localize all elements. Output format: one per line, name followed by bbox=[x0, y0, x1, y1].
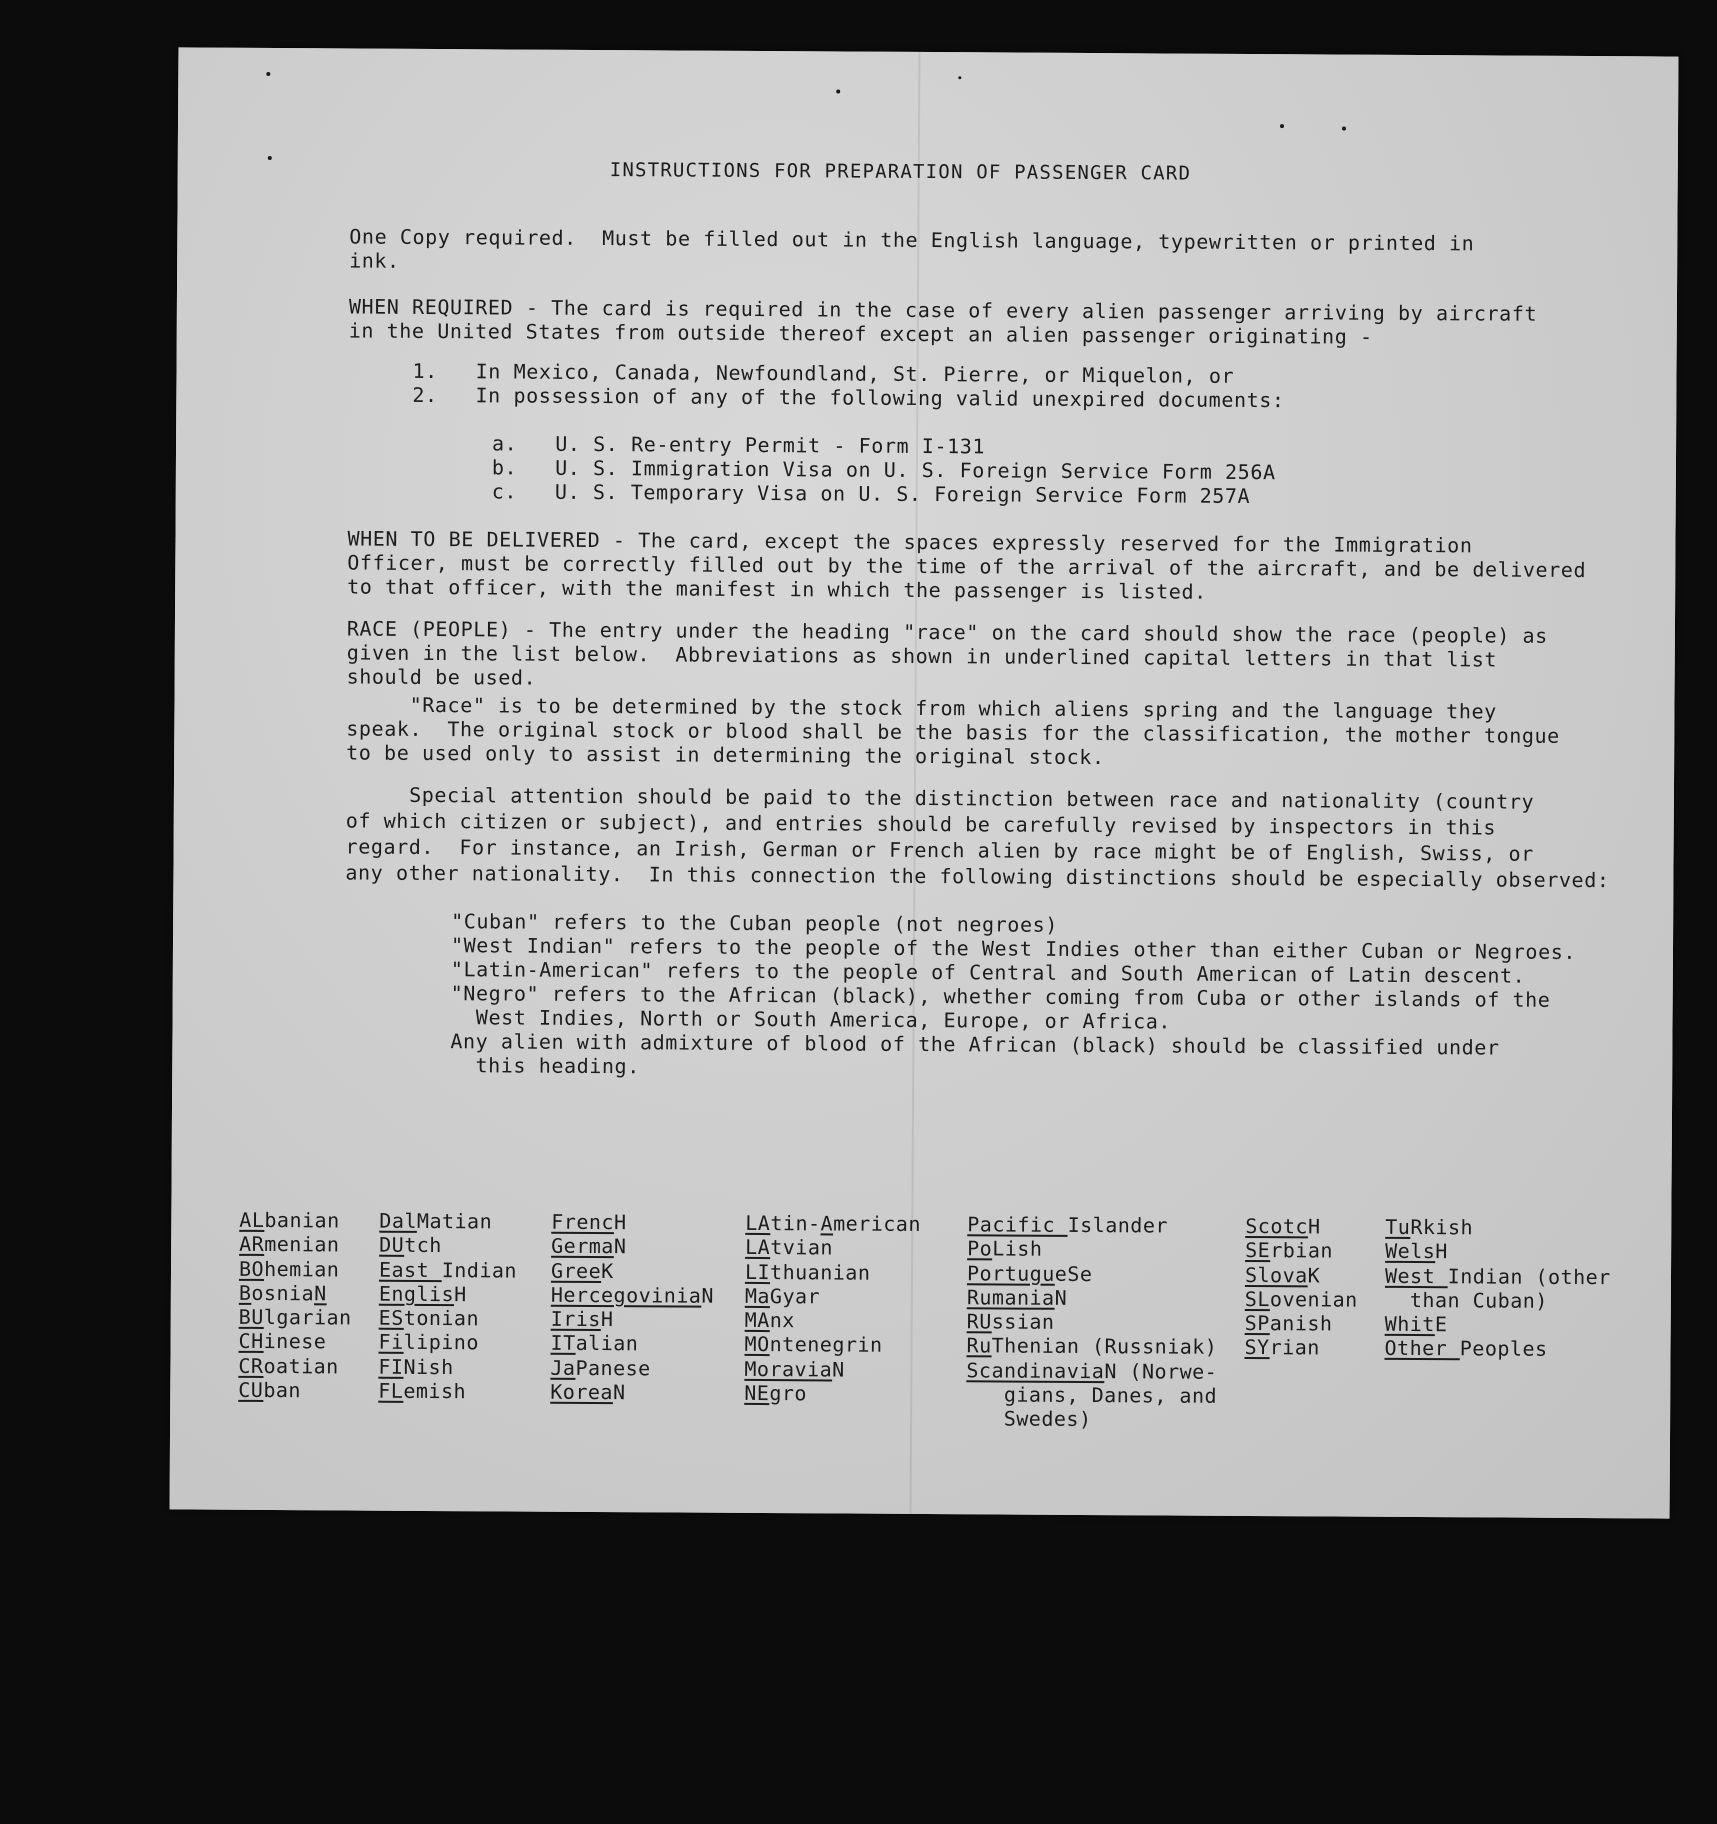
race-list-item: HercegoviniaN bbox=[550, 1282, 714, 1308]
race-list-item: gians, Danes, and bbox=[966, 1382, 1218, 1408]
race-list-column-6 bbox=[1244, 1214, 1358, 1360]
paper-speck bbox=[958, 76, 961, 79]
race-list-item: Pacific Islander bbox=[967, 1212, 1169, 1238]
race-list-item: CRoatian bbox=[238, 1353, 339, 1379]
race-list-item: DalMatian bbox=[379, 1208, 493, 1234]
race-list-item: FLemish bbox=[378, 1378, 467, 1404]
intro-line-2: ink. bbox=[349, 248, 400, 273]
race-list-item: LIthuanian bbox=[744, 1259, 871, 1285]
when-delivered-line-2: Officer, must be correctly filled out by the time of the arrival of the aircraft, and be delivered bbox=[347, 550, 1587, 583]
race-list-item: GermaN bbox=[551, 1234, 627, 1259]
when-delivered-line-1: WHEN TO BE DELIVERED - The card, except the spaces expressly reserved for the Immigration bbox=[347, 526, 1473, 558]
paper-speck bbox=[1342, 127, 1346, 131]
paper-speck bbox=[266, 72, 270, 76]
when-delivered-line-3: to that officer, with the manifest in which the passenger is listed. bbox=[347, 574, 1207, 604]
race-list-item: PoLish bbox=[967, 1236, 1043, 1262]
race-list-item: GreeK bbox=[550, 1258, 614, 1283]
race-list-item: PortugueSe bbox=[966, 1260, 1093, 1286]
race-list-column-7 bbox=[1384, 1215, 1611, 1362]
page-title: INSTRUCTIONS FOR PREPARATION OF PASSENGER CARD bbox=[609, 159, 1192, 185]
race-list-item: SYrian bbox=[1244, 1335, 1320, 1360]
race-list-item: LAtin-American bbox=[745, 1210, 921, 1236]
race-list-item: ITalian bbox=[550, 1331, 639, 1356]
race-list-item: SErbian bbox=[1245, 1238, 1334, 1263]
distinction-line-3: "Latin-American" refers to the people of Central and South American of Latin descent. bbox=[450, 957, 1526, 988]
race-list-item: NEgro bbox=[744, 1380, 808, 1406]
race-list-item: MoraviaN bbox=[744, 1356, 845, 1382]
document-item-c: c. U. S. Temporary Visa on U. S. Foreign Service Form 257A bbox=[491, 479, 1251, 508]
distinction-line-6: Any alien with admixture of blood of the African (black) should be classified under bbox=[450, 1029, 1500, 1060]
race-list-column-2 bbox=[378, 1209, 517, 1404]
race-list-item: East Indian bbox=[378, 1257, 518, 1283]
race-line-6: to be used only to assist in determining the original stock. bbox=[346, 740, 1105, 770]
paper-speck bbox=[268, 156, 272, 160]
race-list-item: SLovenian bbox=[1244, 1286, 1358, 1312]
race-list-item: FINish bbox=[378, 1354, 454, 1379]
race-list-item: BUlgarian bbox=[238, 1305, 352, 1330]
race-list-item: IrisH bbox=[550, 1306, 614, 1332]
race-list-item: MOntenegrin bbox=[744, 1332, 883, 1358]
paper-speck bbox=[1280, 124, 1284, 128]
document-item-b: b. U. S. Immigration Visa on U. S. Foreign Service Form 256A bbox=[491, 455, 1276, 485]
race-list-item: TuRkish bbox=[1385, 1214, 1474, 1240]
race-list-item: Swedes) bbox=[966, 1406, 1092, 1432]
race-list-item: BosniaN bbox=[238, 1280, 327, 1306]
race-line-4: "Race" is to be determined by the stock from which aliens spring and the language they bbox=[346, 692, 1497, 724]
race-list-item: RUssian bbox=[966, 1309, 1055, 1334]
when-required-line-1: WHEN REQUIRED - The card is required in the case of every alien passenger arriving by aircraft bbox=[348, 294, 1538, 326]
race-line-2: given in the list below. Abbreviations as shown in underlined capital letters in that list bbox=[346, 640, 1498, 672]
race-list-item: CHinese bbox=[238, 1329, 327, 1354]
race-list-item: ScandinaviaN (Norwe- bbox=[966, 1358, 1218, 1384]
race-list-item: than Cuban) bbox=[1384, 1287, 1548, 1313]
race-list-item: EnglisH bbox=[378, 1281, 467, 1307]
race-line-3: should be used. bbox=[346, 664, 537, 690]
special-line-3: regard. For instance, an Irish, German or French alien by race might be of English, Swiss, or bbox=[345, 834, 1534, 866]
origin-item-1: 1. In Mexico, Canada, Newfoundland, St. Pierre, or Miquelon, or bbox=[412, 358, 1235, 388]
race-list-item: SPanish bbox=[1244, 1311, 1333, 1336]
race-list-item: MaGyar bbox=[744, 1283, 821, 1309]
race-list-item: Filipino bbox=[378, 1330, 479, 1355]
race-list-item: FrencH bbox=[551, 1209, 627, 1235]
race-list-item: ARmenian bbox=[239, 1232, 340, 1257]
paper-speck bbox=[836, 89, 840, 93]
race-list-item: BOhemian bbox=[238, 1256, 340, 1282]
intro-line-1: One Copy required. Must be filled out in the English language, typewritten or printed in bbox=[349, 224, 1475, 256]
race-list-item: KoreaN bbox=[550, 1379, 626, 1405]
race-list-item: West Indian (other bbox=[1384, 1263, 1611, 1289]
race-list-item: WelsH bbox=[1385, 1239, 1448, 1264]
race-line-1: RACE (PEOPLE) - The entry under the heading "race" on the card should show the race (people) as bbox=[346, 616, 1548, 648]
race-list-item: SlovaK bbox=[1244, 1262, 1321, 1288]
race-list-item: WhitE bbox=[1384, 1312, 1448, 1337]
special-line-4: any other nationality. In this connection the following distinctions should be especially observed: bbox=[345, 860, 1610, 893]
race-list-column-3 bbox=[550, 1210, 714, 1405]
race-list-item: EStonian bbox=[378, 1305, 480, 1331]
race-list-item: ALbanian bbox=[239, 1207, 340, 1233]
race-list-item: Other Peoples bbox=[1384, 1336, 1548, 1362]
race-list-item: LAtvian bbox=[745, 1235, 834, 1260]
distinction-line-5: West Indies, North or South America, Europe, or Africa. bbox=[450, 1005, 1172, 1034]
race-list-item: CUban bbox=[238, 1377, 302, 1403]
race-list-column-1 bbox=[238, 1208, 352, 1403]
race-list-item: RumaniaN bbox=[966, 1285, 1068, 1310]
race-list-item: RuThenian (Russniak) bbox=[966, 1333, 1218, 1360]
race-list-item: DUtch bbox=[379, 1232, 442, 1258]
passenger-card-instructions-page bbox=[170, 47, 1679, 1518]
special-line-2: of which citizen or subject), and entries should be carefully revised by inspectors in this bbox=[345, 808, 1497, 840]
race-list-column-5 bbox=[966, 1212, 1218, 1432]
distinction-line-7: this heading. bbox=[450, 1053, 640, 1079]
document-item-a: a. U. S. Re-entry Permit - Form I-131 bbox=[491, 431, 986, 459]
race-list-item: ScotcH bbox=[1245, 1213, 1321, 1239]
origin-item-2: 2. In possession of any of the following valid unexpired documents: bbox=[412, 382, 1285, 413]
distinction-line-2: "West Indian" refers to the people of the West Indies other than either Cuban or Negroes. bbox=[450, 933, 1577, 964]
race-list-item: JaPanese bbox=[550, 1355, 651, 1381]
when-required-line-2: in the United States from outside thereof except an alien passenger originating - bbox=[348, 318, 1373, 349]
distinction-line-1: "Cuban" refers to the Cuban people (not negroes) bbox=[451, 909, 1058, 937]
special-line-1: Special attention should be paid to the distinction between race and nationality (country bbox=[345, 782, 1535, 814]
race-list-item: MAnx bbox=[744, 1308, 795, 1333]
race-list-column-4 bbox=[744, 1211, 921, 1406]
distinction-line-4: "Negro" refers to the African (black), whether coming from Cuba or other islands of the bbox=[450, 981, 1551, 1012]
race-line-5: speak. The original stock or blood shall be the basis for the classification, the mother tongue bbox=[346, 716, 1560, 748]
